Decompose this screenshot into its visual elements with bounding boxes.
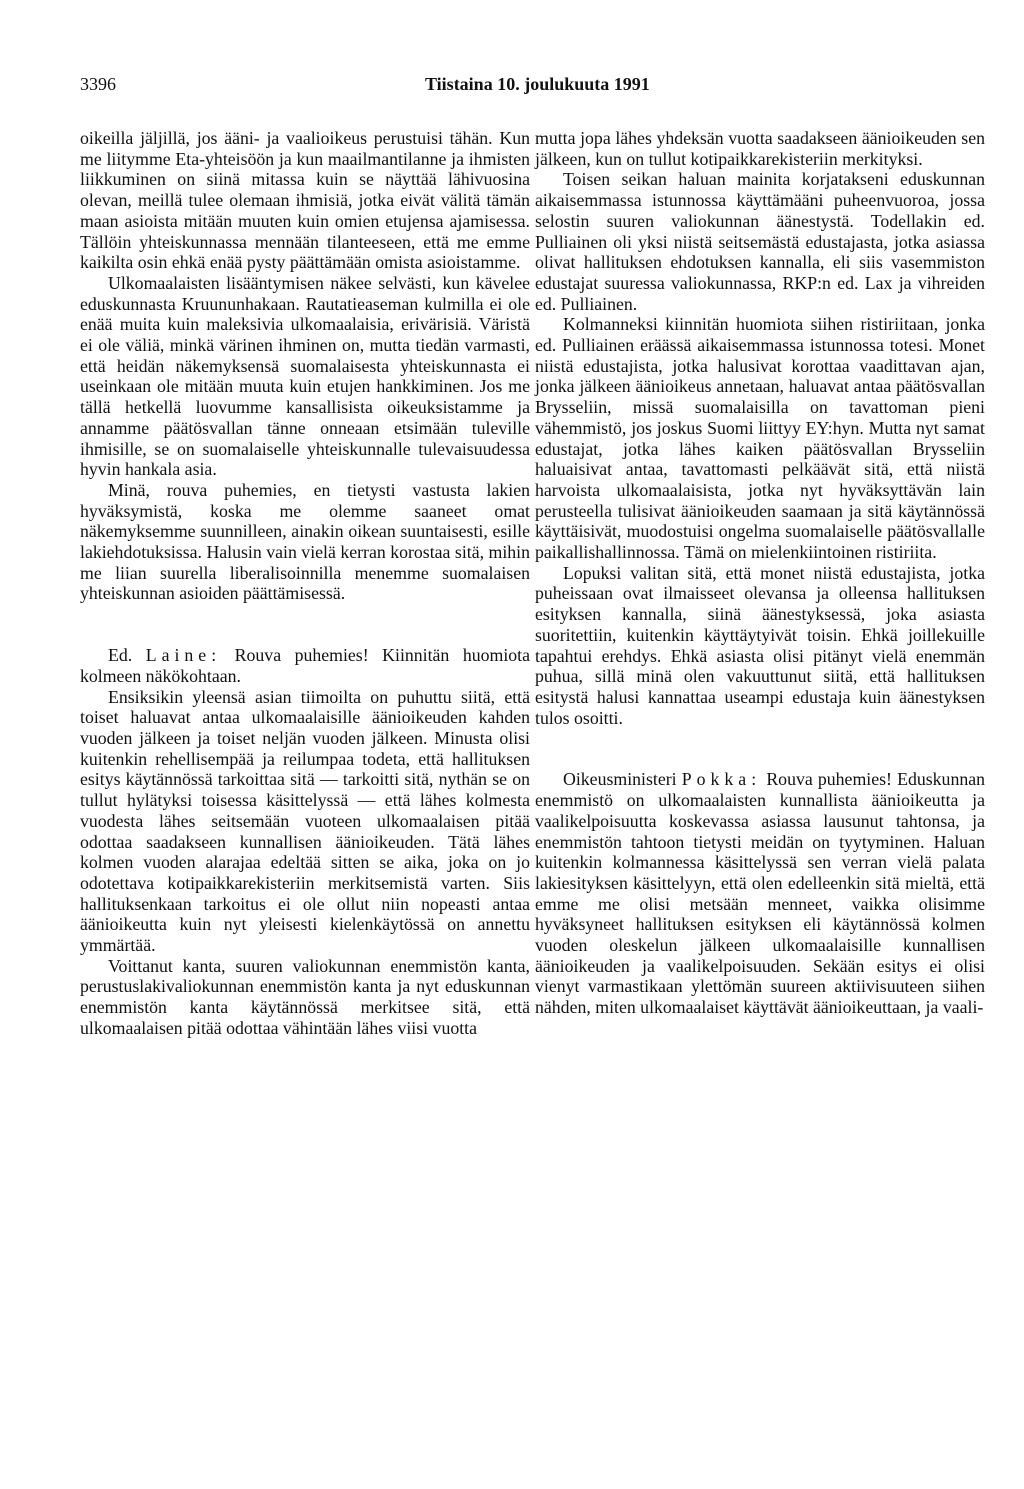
paragraph: Kolmanneksi kiinnitän huomiota siihen ristiriitaan, jonka ed. Pulliainen eräässä aikaisemmassa istunnossa totesi. Monet niistä edustajista, jotka halusivat korottaa vaadittavan ajan, jonka jälkeen äänioikeus annetaan, haluavat antaa päätösvallan Brysseliin, missä suomalaisilla on tavattoman pieni vähemmistö, jos joskus Suomi liittyy EY:hyn. Mutta nyt samat edustajat, jotka lähes kaiken päätösvallan Brysseliin haluaisivat antaa, tavattomasti pelkäävät sitä, että niistä harvoista ulkomaalaisista, jotka nyt hyväksyttävän lain perusteella tulisivat äänioikeuden saamaan ja sitä käytännössä käyttäisivät, muodostuisi ongelma suomalaiselle päätösvallalle paikallishallinnossa. Tämä on mielenkiintoinen ristiriita. (535, 314, 985, 563)
right-column (535, 128, 985, 1018)
paragraph: mutta jopa lähes yhdeksän vuotta saadakseen äänioikeuden sen jälkeen, kun on tullut kotipaikkarekisteriin merkityksi. (535, 128, 985, 169)
speaker-title: Ed. (108, 645, 133, 666)
page-number: 3396 (80, 74, 116, 94)
speaker-title: Oikeusministeri (563, 769, 677, 790)
paragraph: Ulkomaalaisten lisääntymisen näkee selvästi, kun kävelee eduskunnasta Kruununhakaan. Rautatieaseman kulmilla ei ole enää muita kuin maleksivia ulkomaalaisia, erivärisiä. Väristä ei ole väliä, minkä värinen ihminen on, mutta tiedän varmasti, että heidän näkemyksensä suomalaisesta yhteiskunnasta ei useinkaan ole mitään muuta kuin etujen hankkiminen. Jos me tällä hetkellä luovumme kansallisista oikeuksistamme ja annamme päätösvallan tänne onneaan etsimään tuleville ihmisille, se on suomalaiselle yhteiskunnalle tulevaisuudessa hyvin hankala asia. (80, 272, 530, 480)
paragraph: Voittanut kanta, suuren valiokunnan enemmistön kanta, perustuslakivaliokunnan enemmistön kanta ja nyt eduskunnan enemmistön kanta käytännössä merkitsee sitä, että ulkomaalaisen pitää odottaa vähintään lähes viisi vuotta (80, 955, 530, 1038)
speaker-paragraph (80, 645, 530, 686)
speaker-name: Pokka: (681, 769, 762, 790)
speech-text: Rouva puhemies! Eduskunnan enemmistö on ulkomaalaisten kunnallista äänioikeutta ja vaalikelpoisuutta koskevassa asiassa lausunut tahtonsa, ja enemmistön tahtoon tietysti meidän on tyytyminen. Haluan kuitenkin kolmannessa käsittelyssä sen verran vielä palata lakiesityksen käsittelyyn, että olen edelleenkin sitä mieltä, että emme me olisi metsään menneet, vaikka olisimme hyväksyneet hallituksen esityksen eli käytännössä kolmen vuoden oleskelun jälkeen ulkomaalaisille kunnallisen äänioikeuden ja vaalikelpoisuuden. Sekään esitys ei olisi vienyt varmastikaan ylettömän suureen aktiivisuuteen siihen nähden, miten ulkomaalaiset käyttävät äänioikeuttaan, ja vaali- (535, 769, 986, 1018)
paragraph: Minä, rouva puhemies, en tietysti vastusta lakien hyväksymistä, koska me olemme saaneet omat näkemyksemme suunnilleen, ainakin oikean suuntaisesti, esille lakiehdotuksissa. Halusin vain vielä kerran korostaa sitä, mihin me liian suurella liberalisoinnilla menemme suomalaisen yhteiskunnan asioiden päättämisessä. (80, 479, 530, 604)
paragraph: Toisen seikan haluan mainita korjatakseni eduskunnan aikaisemmassa istunnossa käyttämääni puheenvuoroa, jossa selostin suuren valiokunnan äänestystä. Todellakin ed. Pulliainen oli yksi niistä seitsemästä edustajasta, jotka asiassa olivat hallituksen ehdotuksen kannalla, eli siis vasemmiston edustajat suuressa valiokunnassa, RKP:n ed. Lax ja vihreiden ed. Pulliainen. (535, 169, 985, 314)
speaker-name: Laine: (145, 645, 222, 666)
speaker-paragraph (535, 769, 985, 1017)
paragraph: Ensiksikin yleensä asian tiimoilta on puhuttu siitä, että toiset haluavat antaa ulkomaalaisille äänioikeuden kahden vuoden jälkeen ja toiset neljän vuoden jälkeen. Minusta olisi kuitenkin rehellisempää ja reilumpaa todeta, että hallituksen esitys käytännössä tarkoittaa sitä — tarkoitti sitä, nythän se on tullut hylätyksi toisessa käsittelyssä — että lähes kolmesta vuodesta lähes seitsemään vuoteen ulkomaalaisen pitää odottaa saadakseen kunnallisen äänioikeuden. Tätä lähes kolmen vuoden alarajaa edeltää sitten se aika, joka on jo odotettava kotipaikkarekisteriin merkitsemistä varten. Siis hallituksenkaan tarkoitus ei ole ollut niin nopeasti antaa äänioikeutta kuin nyt yleisesti kielenkäytössä on annettu ymmärtää. (80, 686, 530, 956)
speech-text: Rouva puhemies! Kiinnitän huomiota kolmeen näkökohtaan. (80, 645, 530, 686)
left-column (80, 128, 530, 1039)
paragraph: Lopuksi valitan sitä, että monet niistä edustajista, jotka puheissaan ovat ilmaisseet olevansa ja olleensa hallituksen esityksen kannalla, siinä äänestyksessä, joka asiasta suoritettiin, kuitenkin käyttäytyivät toisin. Ehkä joillekuille tapahtui erehdys. Ehkä asiasta olisi pitänyt vielä enemmän puhua, sillä minä olen vakuuttunut siitä, että hallituksen esitystä halusi kannattaa useampi edustaja kuin äänestyksen tulos osoitti. (535, 562, 985, 728)
paragraph: oikeilla jäljillä, jos ääni- ja vaalioikeus perustuisi tähän. Kun me liitymme Eta-yhteisöön ja kun maailmantilanne ja ihmisten liikkuminen on siinä mitassa kuin se näyttää lähivuosina olevan, meillä tulee olemaan ihmisiä, jotka eivät välitä tämän maan asioista mitään muuten kuin omien etujensa ajamisessa. Tällöin yhteiskunnassa mennään tilanteeseen, että me emme kaikilta osin ehkä enää pysty päättämään omista asioistamme. (80, 128, 530, 273)
header-date: Tiistaina 10. joulukuuta 1991 (425, 74, 650, 94)
page-header (80, 74, 980, 98)
